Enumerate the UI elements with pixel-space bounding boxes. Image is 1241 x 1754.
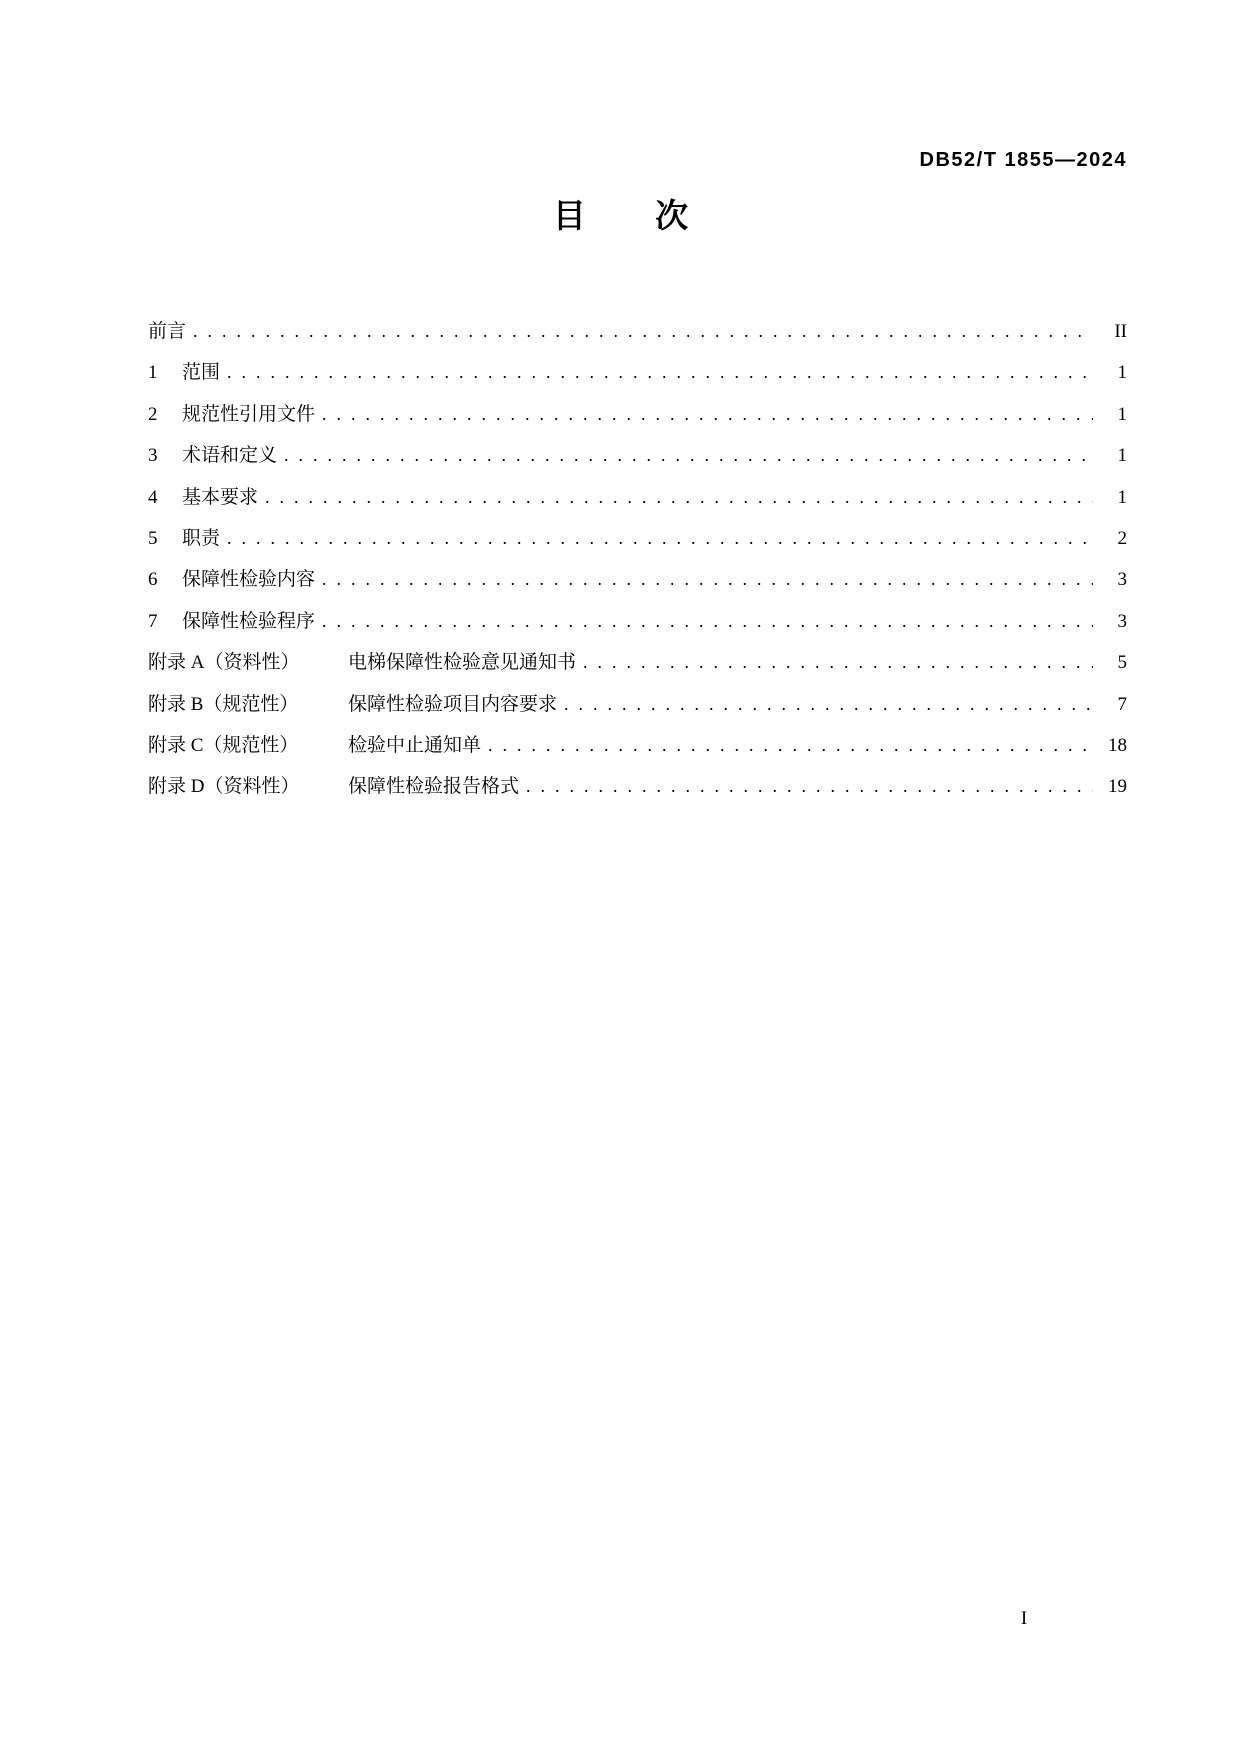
toc-page-number: 1: [1117, 486, 1127, 508]
toc-entry-label: 检验中止通知单: [348, 734, 482, 756]
toc-entry-label: 保障性检验程序: [182, 610, 316, 632]
toc-entry: [148, 352, 1127, 393]
toc-entry: [148, 559, 1127, 600]
toc-page-number: 1: [1117, 445, 1127, 467]
toc-page-number: II: [1114, 321, 1127, 342]
toc-page-number: 1: [1117, 362, 1127, 384]
toc-page-number: 7: [1117, 693, 1127, 715]
toc-entry: [148, 477, 1127, 518]
toc-entry-number: 7: [148, 610, 158, 632]
toc-entry-label: 职责: [182, 527, 221, 549]
toc-dot-leader: [284, 435, 1093, 476]
toc-dot-leader: [265, 477, 1093, 518]
toc-entry-label: 保障性检验内容: [182, 569, 316, 591]
toc-entry: [148, 725, 1127, 766]
toc-page-number: 18: [1108, 734, 1127, 756]
toc-entry: [148, 311, 1127, 352]
toc-appendix-label: 附录 A（资料性）: [148, 652, 300, 674]
toc-dot-leader: [583, 642, 1093, 683]
footer-page-number: I: [1020, 1608, 1028, 1629]
toc-page-number: 2: [1117, 527, 1127, 549]
toc-entry-label: 范围: [182, 362, 221, 384]
toc-dot-leader: [526, 766, 1093, 807]
toc-entry-number: 6: [148, 569, 158, 591]
toc-entry-number: 2: [148, 403, 158, 425]
toc-appendix-label: 附录 C（规范性）: [148, 734, 299, 756]
toc-entry-label: 电梯保障性检验意见通知书: [348, 652, 577, 674]
toc-dot-leader: [227, 518, 1093, 559]
toc-entry: [148, 684, 1127, 725]
toc-entry-label: 保障性检验项目内容要求: [348, 693, 558, 715]
toc-dot-leader: [227, 352, 1093, 393]
toc-page-number: 1: [1117, 403, 1127, 425]
toc-entry: [148, 518, 1127, 559]
toc-appendix-label: 附录 D（资料性）: [148, 776, 300, 798]
toc-page-number: 5: [1117, 652, 1127, 674]
toc-entry-label: 术语和定义: [182, 445, 278, 467]
standard-number-header: DB52/T 1855—2024: [919, 149, 1127, 171]
toc-entry-number: 1: [148, 362, 158, 384]
toc-entry: [148, 435, 1127, 476]
toc-page-number: 3: [1117, 569, 1127, 591]
toc-entry: [148, 766, 1127, 807]
toc-appendix-label: 附录 B（规范性）: [148, 693, 299, 715]
toc-entry-number: 3: [148, 445, 158, 467]
toc-entry-number: 5: [148, 527, 158, 549]
toc-dot-leader: [488, 725, 1093, 766]
toc-entry: [148, 642, 1127, 683]
toc-entry-label: 保障性检验报告格式: [348, 776, 520, 798]
toc-entry-label: 基本要求: [182, 486, 259, 508]
toc-entry-label: 前言: [148, 321, 187, 342]
toc-entry-label: 规范性引用文件: [182, 403, 316, 425]
toc-dot-leader: [322, 559, 1093, 600]
toc-dot-leader: [322, 601, 1093, 642]
toc-dot-leader: [322, 394, 1093, 435]
toc-dot-leader: [193, 311, 1093, 352]
toc-page-number: 3: [1117, 610, 1127, 632]
toc-page-number: 19: [1108, 776, 1127, 798]
toc-entry: [148, 394, 1127, 435]
table-of-contents: [148, 311, 1127, 808]
toc-entry: [148, 601, 1127, 642]
toc-entry-number: 4: [148, 486, 158, 508]
page-title: 目次: [552, 197, 758, 234]
toc-dot-leader: [564, 684, 1093, 725]
